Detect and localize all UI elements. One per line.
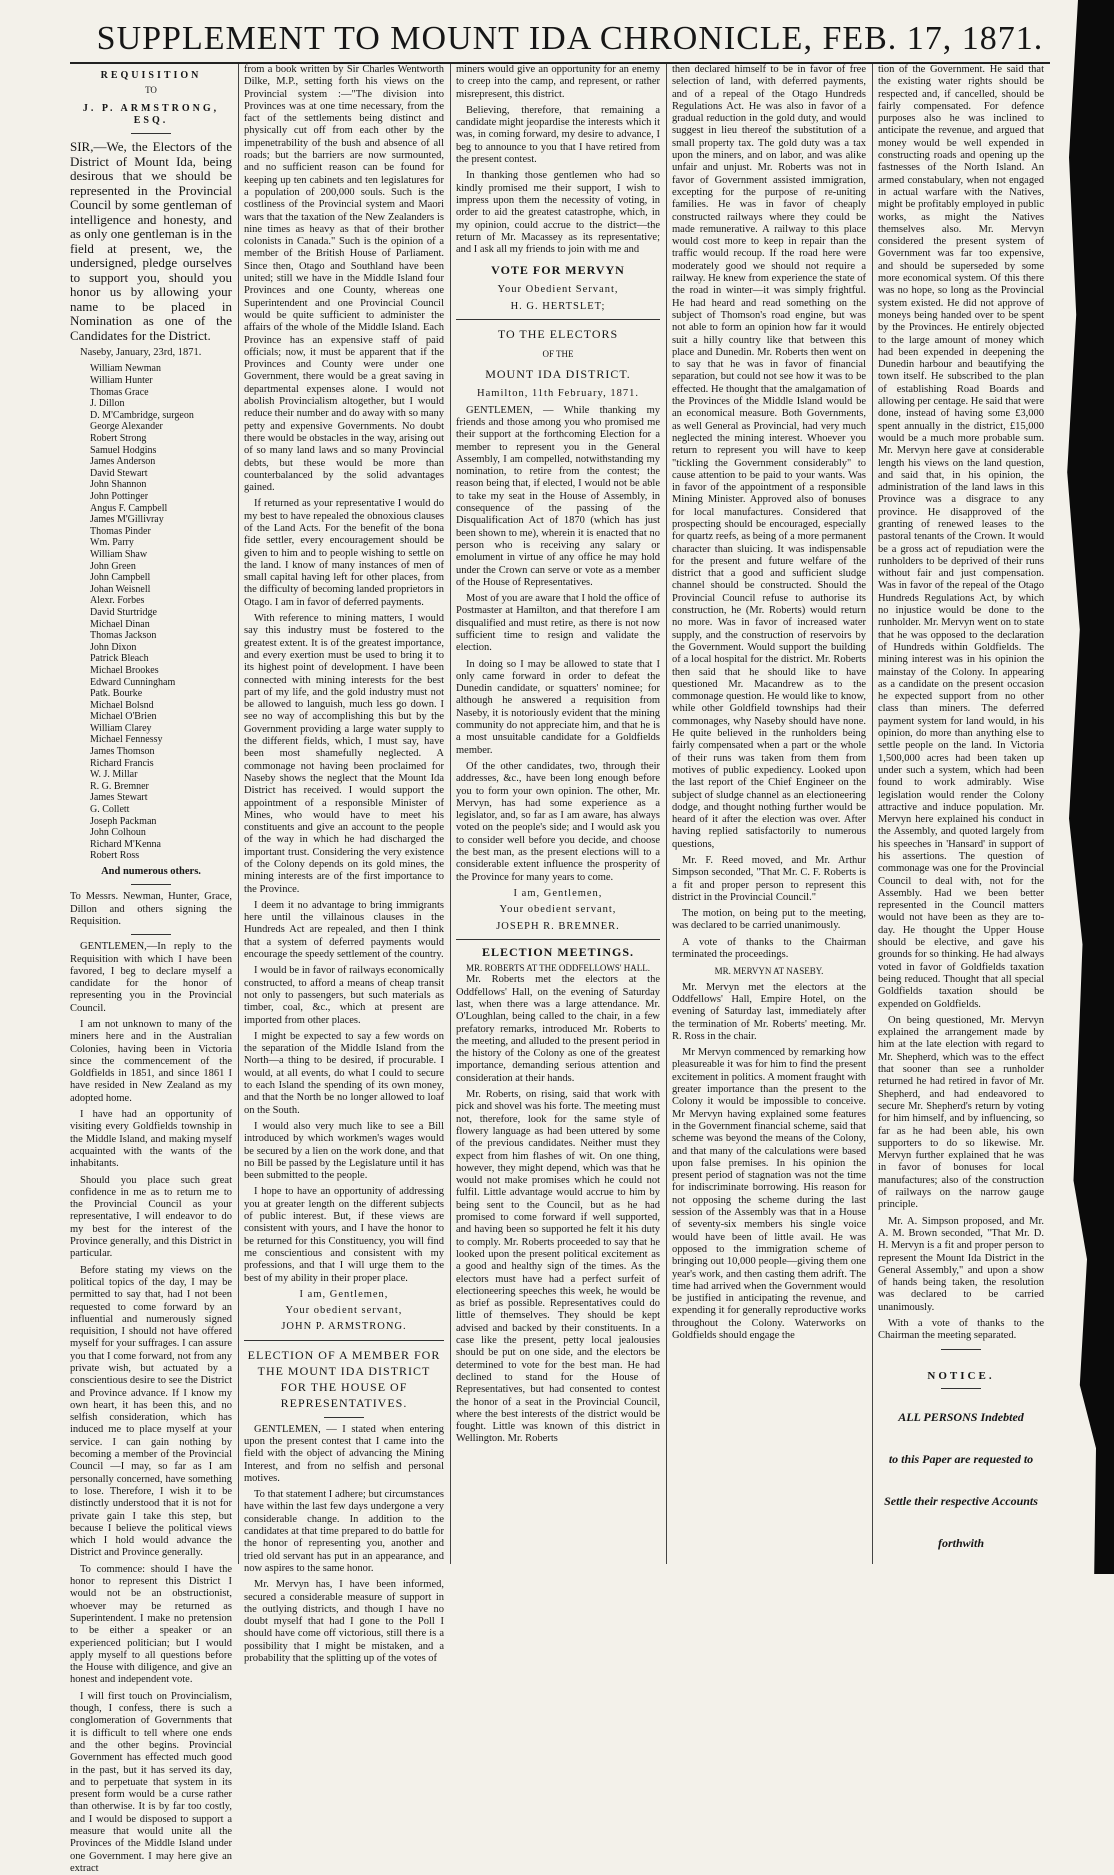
notice-line-2: to this Paper are requested to bbox=[888, 1451, 1034, 1466]
signatory-name: Michael O'Brien bbox=[90, 711, 157, 723]
requisition-to: TO bbox=[145, 85, 157, 96]
signatory-name: James Thomson bbox=[90, 746, 155, 758]
closing-1: I am, Gentlemen, bbox=[513, 887, 603, 899]
divider bbox=[131, 133, 171, 134]
column-5 bbox=[878, 64, 1044, 1564]
divider bbox=[324, 1417, 364, 1418]
signatory-name: David Stewart bbox=[90, 467, 148, 479]
signatory-name: Richard M'Kenna bbox=[90, 838, 161, 850]
col3-p5: Most of you are aware that I hold the office of Postmaster at Hamilton, and that therefore I am disqualified and must retire, as there is not now sufficient time to resign and validate the election. bbox=[456, 593, 660, 654]
col2-p5: I would be in favor of railways economically constructed, to afford a means of cheap transit not only to passengers, but such materials as timber, coal, &c., which at present are imported from other places. bbox=[244, 965, 444, 1026]
col4-p1: then declared himself to be in favor of free selection of land, with deferred payments, and of a repeal of the Otago Hundreds Regulations Act. He was also in favor of a gradual reduction in the gold duty, and would suggest in lieu thereof the substitution of a small property tax. The gold duty was a tax upon the miners, and on labor, and was alike unfair and unjust. Mr. Roberts was not in favor of Government assisted immigration, excepting for the purpose of re-uniting families. He was in favor of cheaply constructed railways where they could be made remunerative. A railway to this place would cost more to keep in repair than the traffic would recoup. If the road here were moderately good we should not require a railway. He knew from experience the state of the road in winter—it was simply frightful. He had heard and read something on the subject of Thomson's road engine, but was not able to form an opinion how far it would suit a hilly country like that between this place and Dunedin. Mr. Roberts then went on to say that he was in favor of financial separation, but could not see how it was to be effected. He thought that the amalgamation of the Provinces of the Middle Island would be an economical measure. Both Governments, as well General as Provincial, had very much neglected the mining interest. Whoever you return to represent you will have to keep "tickling the Government considerably" to cause attention to be paid to your wants. Was in favor of the appointment of a responsible Mining Minister. Approved also of bonuses for local manufactures. Considered that prospecting should be encouraged, especially for quartz reefs, as being of a more permanent character than sluicing. It was indispensable for the present and future welfare of the district that a good and sufficient sludge channel should be constructed. Should the Provincial Council refuse to authorise its construction, he (Mr. Roberts) would return no more. Was in favor of increased water supply, and the construction of reservoirs by the Government. Would support the building of a local hospital for the district. Mr. Roberts then said that he should like to have questioned Mr. Macandrew as to the commonage question. He would like to know, while other Goldfield townships had their commonages, why Naseby should have none. He quite believed in the runholders being fairly compensated when a part or the whole of their runs was taken from them from motives of public expediency. Looked upon the last report of the Chief Engineer on the subject of sludge channel as an electioneering dodge, and thought nothing further would be heard of it after the election was over. After having replied satisfactorily to numerous questions, bbox=[672, 64, 866, 850]
divider bbox=[131, 934, 171, 935]
signatory-name: Michael Bolsnd bbox=[90, 699, 154, 711]
oddfellows-subheading: MR. ROBERTS AT THE ODDFELLOWS' HALL. bbox=[465, 963, 650, 974]
col2-p10: To that statement I adhere; but circumstances have within the last few days undergone a very considerable change. In addition to the candidates at that time prepared to do battle for the honor of representing you, another and tried old servant has put in an appearance, and now aspires to the same honor. bbox=[244, 1489, 444, 1574]
col4-p4: A vote of thanks to the Chairman terminated the proceedings. bbox=[672, 936, 866, 961]
requisition-body: SIR,—We, the Electors of the District of Mount Ida, being desirous that we should be represented in the Provincial Council by some gentleman of intelligence and honesty, and as only one gentleman is in the field at present, we, the undersigned, pledge ourselves to support you, should you honor us by allowing your name to be placed in Nomination as one of the Candidates for the District. bbox=[70, 139, 232, 343]
signatory-name: Michael Fennessy bbox=[90, 734, 163, 746]
armstrong-p2: I am not unknown to many of the miners here and in the Australian Colonies, having been in Victoria since the commencement of the Goldfields in 1851, and since 1861 I have resided in New Zealand as my adopted home. bbox=[70, 1018, 232, 1104]
signatory-name: Robert Ross bbox=[90, 850, 140, 862]
signature-hertslet: H. G. HERTSLET; bbox=[510, 300, 606, 312]
signatory-name: John Dixon bbox=[90, 641, 137, 653]
election-meetings-heading: ELECTION MEETINGS. bbox=[481, 944, 635, 959]
divider bbox=[456, 319, 660, 320]
signatory-name: Richard Francis bbox=[90, 757, 154, 769]
signatory-name: Robert Strong bbox=[90, 433, 147, 445]
notice-line-4: forthwith bbox=[937, 1535, 985, 1550]
masthead: SUPPLEMENT TO MOUNT IDA CHRONICLE, FEB. 17, 1871. bbox=[96, 20, 1044, 57]
armstrong-p6: To commence: should I have the honor to represent this District I would not be an obstructionist, whoever may be returned as Superintendent. I make no pretension to be either a speaker or an experienced politician; but I would apply myself to all questions before the House with diligence, and give an honest and independent vote. bbox=[70, 1563, 232, 1686]
col4-p6: Mr Mervyn commenced by remarking how pleasureable it was for him to find the present excitement in politics. A moment fraught with greater importance than the present to the Colony it would be impossible to conceive. Mr Mervyn having explained some features in the Government financial scheme, said that scheme was beyond the means of the Colony, and that many of the calculations were based upon false premises. In his opinion the present period of stagnation was not the time for indiscriminate borrowing. His reason for not opposing the scheme during the last session of the Assembly was that in a House of seventy-six members his single voice would have been of little avail. He was opposed to the immigration scheme of bringing out 10,000 people—giving them one year's work, and then casting them adrift. The time had arrived when the Government would be justified in anticipating the revenue, and expending it for generally reproductive works throughout the Colony. Waterworks on Goldfields should engage the bbox=[672, 1047, 866, 1341]
signatory-name: George Alexander bbox=[90, 421, 163, 433]
notice-line-1: ALL PERSONS Indebted bbox=[898, 1409, 1024, 1424]
signatory-list bbox=[90, 363, 232, 862]
notice-line-3: Settle their respective Accounts bbox=[884, 1493, 1038, 1508]
signatory-name: William Shaw bbox=[90, 548, 148, 560]
col4-p5: Mr. Mervyn met the electors at the Oddfellows' Hall, Empire Hotel, on the evening of Saturday last, immediately after the termination of Mr. Roberts' meeting. Mr. R. Ross in the chair. bbox=[672, 981, 866, 1042]
obedient-servant: Your Obedient Servant, bbox=[497, 284, 619, 296]
col3-p7: Of the other candidates, two, through their addresses, &c., have been long enough before you to form your own opinion. The other, Mr. Mervyn, has had some experience as a legislator, and, so far as I am aware, has always voted on the people's side; and I would ask you to consider well before you decide, and choose the best man, as the present elections will to a considerable extent influence the prosperity of the Province for many years to come. bbox=[456, 760, 660, 883]
vote-for-mervyn: VOTE FOR MERVYN bbox=[491, 263, 625, 278]
col3-p6: In doing so I may be allowed to state that I only came forward in order to defeat the Dunedin candidate, or squatters' nominee; for although he answered a requisition from Naseby, it is notoriously evident that the mining community do not appreciate him, and that he is a most unsuitable candidate for a Goldfields member. bbox=[456, 658, 660, 756]
col3-p2: Believing, therefore, that remaining a candidate might jeopardise the interests which it was, in coming forward, my desire to advance, I beg to announce to you that I have retired from the present contest. bbox=[456, 104, 660, 166]
signatory-name: James Anderson bbox=[90, 456, 156, 468]
signatory-name: John Green bbox=[90, 560, 136, 572]
signatory-name: Angus F. Campbell bbox=[90, 502, 168, 514]
armstrong-p1: GENTLEMEN,—In reply to the Requisition with which I have been favored, I beg to declare myself a candidate for the honor of representing you in the Provincial Council. bbox=[70, 941, 232, 1014]
signatory-name: Thomas Pinder bbox=[90, 525, 151, 537]
signatory-name: Samuel Hodgins bbox=[90, 444, 157, 456]
column-rule bbox=[666, 64, 667, 1564]
column-1 bbox=[70, 64, 232, 1874]
signatory-name: James M'Gillivray bbox=[90, 514, 164, 526]
signatory-name: John Pottinger bbox=[90, 491, 149, 503]
col5-p2: On being questioned, Mr. Mervyn explained the arrangement made by him at the late election with regard to Mr. Shepherd, which was to the effect that sooner than see a runholder returned he had retired in favor of Mr. Shepherd, and had endeavored to secure Mr. Shepherd's return by voting for him himself, and by influencing, so far as he had been able, his own supporters to do so likewise. Mr. Mervyn further explained that he was in favor of bonuses for local manufactures; also of the construction of railways on the narrow gauge principle. bbox=[878, 1014, 1044, 1211]
col2-p3: With reference to mining matters, I would say this industry must be fostered to the greatest extent. It is of the greatest importance, and every exertion must be used to bring it to its highest point of development. I have been connected with mining interests for the best part of my life, and the gold industry must not be allowed to languish, much less go down. I see no way of accomplishing this but by the Government providing a large water supply to the different fields, which, I must say, have been most shamefully neglected. A commonage not having been proclaimed for Naseby shows the neglect that the Mount Ida District has received. I would support the appointment of a responsible Minister of Mines, who would have to meet his constituents and give an account to the people of the way in which he had discharged the important trust. Considering the very existence of the Colony depends on its gold mines, the mining interests are of the first importance to the Province. bbox=[244, 613, 444, 895]
col3-p8: Mr. Roberts met the electors at the Oddfellows' Hall, on the evening of Saturday last, when there was a large attendance. Mr. O'Loughlan, being called to the chair, in a few prefatory remarks, introduced Mr. Roberts to the meeting, and alluded to the present period in the history of the Colony as one of the greatest importance, demanding serious attention and consideration at their hands. bbox=[456, 974, 660, 1084]
col2-p9: GENTLEMEN, — I stated when entering upon the present contest that I came into the field with the object of advancing the Mining Interest, and from no selfish and personal motives. bbox=[244, 1423, 444, 1484]
column-2 bbox=[244, 64, 444, 1665]
signatory-name: Alexr. Forbes bbox=[90, 595, 145, 607]
district-heading: MOUNT IDA DISTRICT. bbox=[485, 367, 631, 382]
col2-p1: from a book written by Sir Charles Wentworth Dilke, M.P., setting forth his views on the Provincial system :—"The division into Provinces was at one time necessary, from the fact of the settlements being distinct and physically cut off from each other by the impenetrability of the bush and absence of all roads; but the barriers are now surmounted, and no sufficient reason can be found for keeping up ten cabinets and ten legislatures for a population of 200,000 souls. Such is the costliness of the Provincial system and Maori wars that the taxation of the New Zealanders is nine times as heavy as that of their brother colonists in Canada." Such is the opinion of a member of the British House of Parliament. Since then, Otago and Southland have been united; still we have in the Middle Island four Provinces and one County, whereas one Superintendent and one Provincial Council would be quite sufficient to administer the affairs of the whole of the Middle Island. Each Province has an expensive staff of paid officials; now, it must be apparent that if the Provinces and County were under one Government, there would be a great saving in departmental expenses alone. I would not abolish Provincialism altogether, but I would reduce their number and do away with so many petty and expensive Governments. No doubt there would be obstacles in the way, arising out of so many land laws and so many Provincial debts, but these would be more than counterbalanced by the solid advantages gained. bbox=[244, 64, 444, 494]
col3-p1: miners would give an opportunity for an enemy to creep into the camp, and represent, or rather misrepresent, this district. bbox=[456, 64, 660, 100]
signatory-name: Johan Weisnell bbox=[90, 583, 151, 595]
signatory-name: Wm. Parry bbox=[90, 537, 134, 549]
col4-p3: The motion, on being put to the meeting, was declared to be carried unanimously. bbox=[672, 908, 866, 932]
armstrong-p7: I will first touch on Provincialism, though, I confess, there is such a conglomeration of Governments that it is difficult to tell where one ends and the other begins. Provincial Government has effected much good in the past, but it has served its day, and to perpetuate that system in its present form would be a curse rather than otherwise. It is by far too costly, and I would be disposed to support a measure that would unite all the Provinces of the Middle Island under one Government. I may here give an extract bbox=[70, 1690, 232, 1874]
signatory-name: Thomas Grace bbox=[90, 386, 149, 398]
armstrong-p5: Before stating my views on the political topics of the day, I may be permitted to say that, had I not been requested to come forward by an influential and numerously signed requisition, I should not have offered myself for your suffrages. I can assure you that I come forward, not from any private wish, but actuated by a conscientious desire to see the District and Province advance. If I know my own heart, it has been this, and no selfish consideration, which has induced me to place myself at your service. I can gain nothing by becoming a member of the Provincial Council —I may, so far as I am personally concerned, have something to lose. Therefore, I wish it to be distinctly understood that it is not for private gain I take this step, but because I believe the political views which I hold would advance the District and Province generally. bbox=[70, 1264, 232, 1559]
signatory-name: Joseph Packman bbox=[90, 815, 157, 827]
signatory-name: Michael Brookes bbox=[90, 664, 159, 676]
signatory-name: John Campbell bbox=[90, 572, 151, 584]
signatory-name: R. G. Bremner bbox=[90, 780, 149, 792]
closing-1: I am, Gentlemen, bbox=[299, 1288, 389, 1300]
col2-p6: I might be expected to say a few words on the separation of the Middle Island from the North—a thing to be desired, if procurable. I would, at all events, do what I could to secure to each Island the spending of its own money, and that the North be no longer allowed to loaf on the South. bbox=[244, 1030, 444, 1116]
column-rule bbox=[238, 64, 239, 1564]
column-4 bbox=[672, 64, 866, 1564]
signatory-name: John Colhoun bbox=[90, 827, 146, 839]
signatory-name: D. M'Cambridge, surgeon bbox=[90, 409, 194, 421]
divider bbox=[941, 1388, 981, 1389]
of-the: OF THE bbox=[542, 349, 574, 360]
col5-p3: Mr. A. Simpson proposed, and Mr. A. M. Brown seconded, "That Mr. D. H. Mervyn is a fit and proper person to represent the Mount Ida District in the General Assembly," and upon a show of hands being taken, the resolution was declared to be carried unanimously. bbox=[878, 1215, 1044, 1313]
notice-heading: NOTICE. bbox=[927, 1369, 995, 1382]
col2-p4: I deem it no advantage to bring immigrants here until the villainous clauses in the Hundreds Act are repealed, and then I think that a system of deferred payments would encourage the speedy settlement of the country. bbox=[244, 899, 444, 961]
column-3 bbox=[456, 64, 660, 1564]
signatory-name: Michael Dinan bbox=[90, 618, 150, 630]
col4-p2: Mr. F. Reed moved, and Mr. Arthur Simpson seconded, "That Mr. C. F. Roberts is a fit and proper person to represent this district in the Provincial Council." bbox=[672, 855, 866, 903]
signature-bremner: JOSEPH R. BREMNER. bbox=[496, 920, 620, 932]
col3-p3: In thanking those gentlemen who had so kindly promised me their support, I wish to impress upon them the necessity of voting, in order to aid the greatest catastrophe, which, in my opinion, could accrue to the district—the return of Mr. Macassey as its representative; and I ask all my friends to join with me and bbox=[456, 170, 660, 256]
divider bbox=[941, 1349, 981, 1350]
requisition-title: REQUISITION bbox=[100, 70, 202, 81]
signatory-name: William Hunter bbox=[90, 375, 153, 387]
signatory-name: Thomas Jackson bbox=[90, 630, 157, 642]
column-rule bbox=[872, 64, 873, 1564]
signatory-name: J. Dillon bbox=[90, 398, 125, 410]
col5-p4: With a vote of thanks to the Chairman the meeting separated. bbox=[878, 1317, 1044, 1342]
signature-armstrong: JOHN P. ARMSTRONG. bbox=[281, 1321, 407, 1333]
signatory-name: James Stewart bbox=[90, 792, 148, 804]
election-heading: ELECTION OF A MEMBER FOR THE MOUNT IDA DISTRICT FOR THE HOUSE OF REPRESENTATIVES. bbox=[247, 1347, 441, 1410]
col3-p9: Mr. Roberts, on rising, said that work with pick and shovel was his forte. The meeting must not, therefore, look for the same style of flowery language as had been uttered by some of the previous candidates. Neither must they expect from him flashes of wit. On one thing, however, they might depend, which was that he would not make promises which he could not fulfil. Little advantage would accrue to him by being sent to the Council, but as he had promised to come forward if well supported, and having been so supported he felt it his duty to comply. Mr. Roberts proceeded to say that he looked upon the present political excitement as a good and healthy sign of the times. As the electors must have had a perfect surfeit of electioneering speeches this week, he would be as brief as possible. Representatives could do little of themselves. They should be kept advised and backed by their constituents. In a case like the present, petty local jealousies should be put on one side, and the electors be determined to vote for the best man. He had declined to stand for the House of Representatives, but had consented to contest the honor of a seat in the Provincial Council, where the best interests of the district would be fought. Little was known of this district in Wellington. Mr. Roberts bbox=[456, 1089, 660, 1445]
col5-p1: tion of the Government. He said that the existing water rights should be respected and, if cancelled, should be fairly compensated. For defence purposes also he was inclined to anticipate the revenue, and argued that money would be well expended in constructing roads and opening up the fastnesses of the North Island. An armed constabulary, when not engaged in actual warfare with the Natives, might be profitably employed in public works, as might the Natives themselves also. Mr. Mervyn considered the present system of Government was far too expensive, and should be superseded by some more economical system. Of this there was no hope, so long as the Provincial system existed. He did not approve of moneys being handed over to be spent by the Provinces. He entirely objected to the large amount of money which had been expended in deepening the Dunedin harbour and beautifying the town itself. He subscribed to the plan of establishing Road Boards and allowing per centage. He said that were done, instead of having some £3,000 spent annually in the district, £15,000 would be a much more probable sum. Mr. Mervyn here gave at considerable length his views on the land question, and said that, in his opinion, the administration of the land laws in this Province was a disgrace to any province. He disapproved of the granting of renewed leases to the pastoral tenants of the Crown. It would be a gross act of repudiation were the runholders to be deprived of their runs without fair and just compensation. Was in favor of the repeal of the Otago Hundreds Regulations Act, by which no injustice would be done to the runholder. Mr. Mervyn went on to state that he was opposed to the declaration of Hundreds within Goldfields. The mining interest was in his opinion the mainstay of the Colony. In appearing as a candidate on the present occasion he expected support from no other class than miners. The deferred payment system for land would, in his opinion, do more than anything else to settle people on the land. In Victoria 1,500,000 acres had been taken up under such a system, which had been found to work admirably. Wise legislation would render the Colony attractive and induce population. Mr. Mervyn here explained his conduct in the Assembly, and quoted largely from his speeches in 'Hansard' in support of his assertions. The question of commonage was one for the Provincial Council to deal with, not for the Assembly. Had we been better represented in the Council matters would not have been as they are to-day. He thought the Upper House should be elective, and gave his grounds for so thinking. He had always voted in favor of Goldfields taxation being reduced. Thought that all special Goldfields taxation should be expended on Goldfields. bbox=[878, 64, 1044, 1010]
signatory-name: Patk. Bourke bbox=[90, 688, 143, 700]
col2-p7: I would also very much like to see a Bill introduced by which workmen's wages would be secured by a lien on the work done, and that no Bill be passed by the Legislature until it has been submitted to the people. bbox=[244, 1120, 444, 1182]
divider bbox=[131, 884, 171, 885]
hamilton-date: Hamilton, 11th February, 1871. bbox=[477, 388, 639, 400]
signatory-name: William Clarey bbox=[90, 722, 152, 734]
col3-p4: GENTLEMEN, — While thanking my friends and those among you who promised me their support at the forthcoming Election for a member to represent you in the General Assembly, I am compelled, notwithstanding my nomination, to retire from the contest; the reason being that, if elected, I would not be able to take my seat in the House of Assembly, in consequence of the passing of the Disqualification Act of 1870 (which has just been shown to me), wherein it is enacted that no person who is receiving any salary or emolument in virtue of any office he may hold under the Crown can serve or vote as a member of the House of Representatives. bbox=[456, 404, 660, 588]
requisition-date: Naseby, January, 23rd, 1871. bbox=[80, 347, 202, 359]
signatory-name: W. J. Millar bbox=[90, 769, 138, 781]
column-rule bbox=[450, 64, 451, 1564]
to-messrs: To Messrs. Newman, Hunter, Grace, Dillon and others signing the Requisition. bbox=[70, 891, 232, 927]
signatory-name: William Newman bbox=[90, 363, 161, 375]
signatory-name: G. Collett bbox=[90, 804, 130, 816]
col2-p11: Mr. Mervyn has, I have been informed, secured a considerable measure of support in the outlying districts, and though I have no doubt myself that had I gone to the Poll I should have come off victorious, still there is a possibility that I might be mistaken, and a probability that the splitting up of the votes of bbox=[244, 1579, 444, 1665]
signatory-name: Edward Cunningham bbox=[90, 676, 176, 688]
signatory-name: David Sturtridge bbox=[90, 606, 157, 618]
closing-2: Your obedient servant, bbox=[499, 904, 617, 916]
col2-p8: I hope to have an opportunity of addressing you at greater length on the different subjects of public interest. But, if these views are consistent with yours, and I have the honor to be returned for this Constituency, you will find me conscientious and consistent with my professions, and that I will urge them to the best of my ability in their proper place. bbox=[244, 1186, 444, 1284]
naseby-subheading: MR. MERVYN AT NASEBY. bbox=[714, 966, 824, 977]
to-the-electors: TO THE ELECTORS bbox=[497, 327, 619, 342]
signatory-name: Patrick Bleach bbox=[90, 653, 149, 665]
col2-p2: If returned as your representative I would do my best to have repealed the obnoxious clauses of the Land Acts. For the benefit of the bona fide settler, every encouragement should be given to him and to people wishing to settle on the land. I know of many instances of men of small capital having left for other places, from the difficulty of becoming landed proprietors in Otago. I am in favor of deferred payments. bbox=[244, 498, 444, 608]
divider bbox=[244, 1340, 444, 1341]
armstrong-p4: Should you place such great confidence in me as to return me to the Provincial Council as your representative, I will endeavor to do my best for the interest of the Province generally, and this District in particular. bbox=[70, 1174, 232, 1260]
closing-2: Your obedient servant, bbox=[285, 1305, 403, 1317]
divider bbox=[456, 939, 660, 940]
armstrong-p3: I have had an opportunity of visiting every Goldfields township in the Middle Island, and making myself acquainted with the wants of the inhabitants. bbox=[70, 1109, 232, 1170]
requisition-name: J. P. ARMSTRONG, ESQ. bbox=[82, 102, 220, 126]
signatory-name: John Shannon bbox=[90, 479, 147, 491]
names-end: And numerous others. bbox=[101, 866, 201, 878]
